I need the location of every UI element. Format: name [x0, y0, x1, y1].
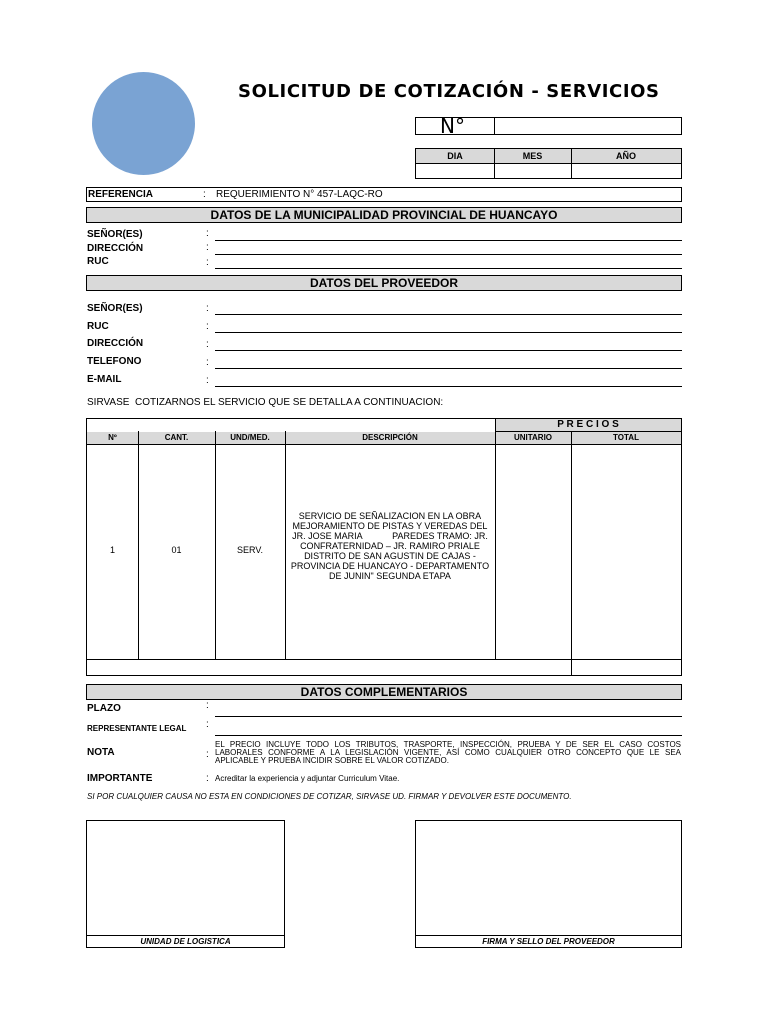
muni-ruc-label: RUC [87, 256, 109, 267]
firma-logistica-box [86, 820, 285, 948]
item-n: 1 [109, 545, 115, 555]
muni-senor-label: SEÑOR(ES) [87, 229, 143, 240]
prov-ruc-field[interactable] [215, 332, 682, 333]
importante-text: Acreditar la experiencia y adjuntar Curriculum Vitae. [215, 774, 400, 783]
dia-header: DIA [447, 151, 463, 161]
representante-label: REPRESENTANTE LEGAL [87, 724, 187, 733]
document-title: SOLICITUD DE COTIZACIÓN - SERVICIOS [238, 81, 660, 102]
numero-label: N° [440, 114, 465, 138]
anio-header: AÑO [616, 151, 636, 161]
col-descripcion: DESCRIPCIÓN [362, 433, 418, 442]
muni-direccion-label: DIRECCIÓN [87, 243, 144, 254]
col-total: TOTAL [613, 433, 639, 442]
representante-field[interactable] [215, 735, 682, 736]
prov-direccion-field[interactable] [215, 350, 682, 351]
referencia-value: REQUERIMIENTO N° 457-LAQC-RO [216, 189, 383, 200]
section-complementarios: DATOS COMPLEMENTARIOS [86, 684, 682, 700]
plazo-field[interactable] [215, 716, 682, 717]
muni-ruc-field[interactable] [215, 268, 682, 269]
item-und: SERV. [236, 545, 264, 555]
firma-proveedor-box [415, 820, 682, 948]
prov-direccion-label: DIRECCIÓN [87, 338, 144, 349]
numero-box [415, 114, 682, 138]
logo [92, 72, 195, 175]
col-und: UND/MED. [230, 433, 270, 442]
firma-proveedor-label: FIRMA Y SELLO DEL PROVEEDOR [482, 937, 615, 946]
referencia-label: REFERENCIA [88, 189, 154, 200]
item-descripcion: SERVICIO DE SEÑALIZACION EN LA OBRA MEJORAMIENTO DE PISTAS Y VEREDAS DEL JR. JOSE MARIA PAREDES TRAMO: JR. CONFRATERNIDAD – JR. RAMIRO PRIALE DISTRITO DE SAN AGUSTIN DE CAJAS - PROVINCIA DE HUANCAYO - DEPARTAMENTO DE JUNIN" SEGUNDA ETAPA [290, 511, 492, 581]
nota-text: EL PRECIO INCLUYE TODO LOS TRIBUTOS, TRASPORTE, INSPECCIÓN, PRUEBA Y DE SER EL CASO COSTOS LABORALES CONFORME A LA LEGISLACIÓN VIGENTE, ASÍ COMO CUALQUIER OTRO CONCEPTO QUE LE SEA APLICABLE Y PRUEBA INCIDIR SOBRE EL VALOR COTIZADO. [215, 740, 681, 765]
item-cant: 01 [171, 545, 182, 555]
prov-email-label: E-MAIL [87, 374, 122, 385]
col-cant: CANT. [164, 433, 189, 442]
nota-label: NOTA [87, 747, 115, 758]
col-unitario: UNITARIO [513, 433, 553, 442]
prov-senor-label: SEÑOR(ES) [87, 303, 143, 314]
section-proveedor: DATOS DEL PROVEEDOR [86, 275, 682, 291]
mes-header: MES [522, 151, 543, 161]
date-table [415, 148, 682, 179]
prov-telefono-label: TELEFONO [87, 356, 142, 367]
plazo-label: PLAZO [87, 703, 121, 714]
prov-email-field[interactable] [215, 386, 682, 387]
importante-label: IMPORTANTE [87, 773, 153, 784]
muni-direccion-field[interactable] [215, 254, 682, 255]
referencia-row: REFERENCIA : REQUERIMIENTO N° 457-LAQC-RO [86, 187, 682, 202]
col-n: Nº [108, 433, 117, 442]
precios-header: P R E C I O S [557, 419, 619, 430]
items-table [86, 418, 682, 676]
firma-logistica-label: UNIDAD DE LOGISTICA [140, 937, 231, 946]
section-municipalidad: DATOS DE LA MUNICIPALIDAD PROVINCIAL DE HUANCAYO [86, 207, 682, 223]
intro-text: SIRVASE COTIZARNOS EL SERVICIO QUE SE DETALLA A CONTINUACION: [87, 397, 444, 408]
prov-ruc-label: RUC [87, 321, 109, 332]
prov-telefono-field[interactable] [215, 368, 682, 369]
disclaimer-text: SI POR CUALQUIER CAUSA NO ESTA EN CONDICIONES DE COTIZAR, SIRVASE UD. FIRMAR Y DEVOLVER ESTE DOCUMENTO. [87, 792, 572, 801]
muni-senor-field[interactable] [215, 240, 682, 241]
prov-senor-field[interactable] [215, 314, 682, 315]
